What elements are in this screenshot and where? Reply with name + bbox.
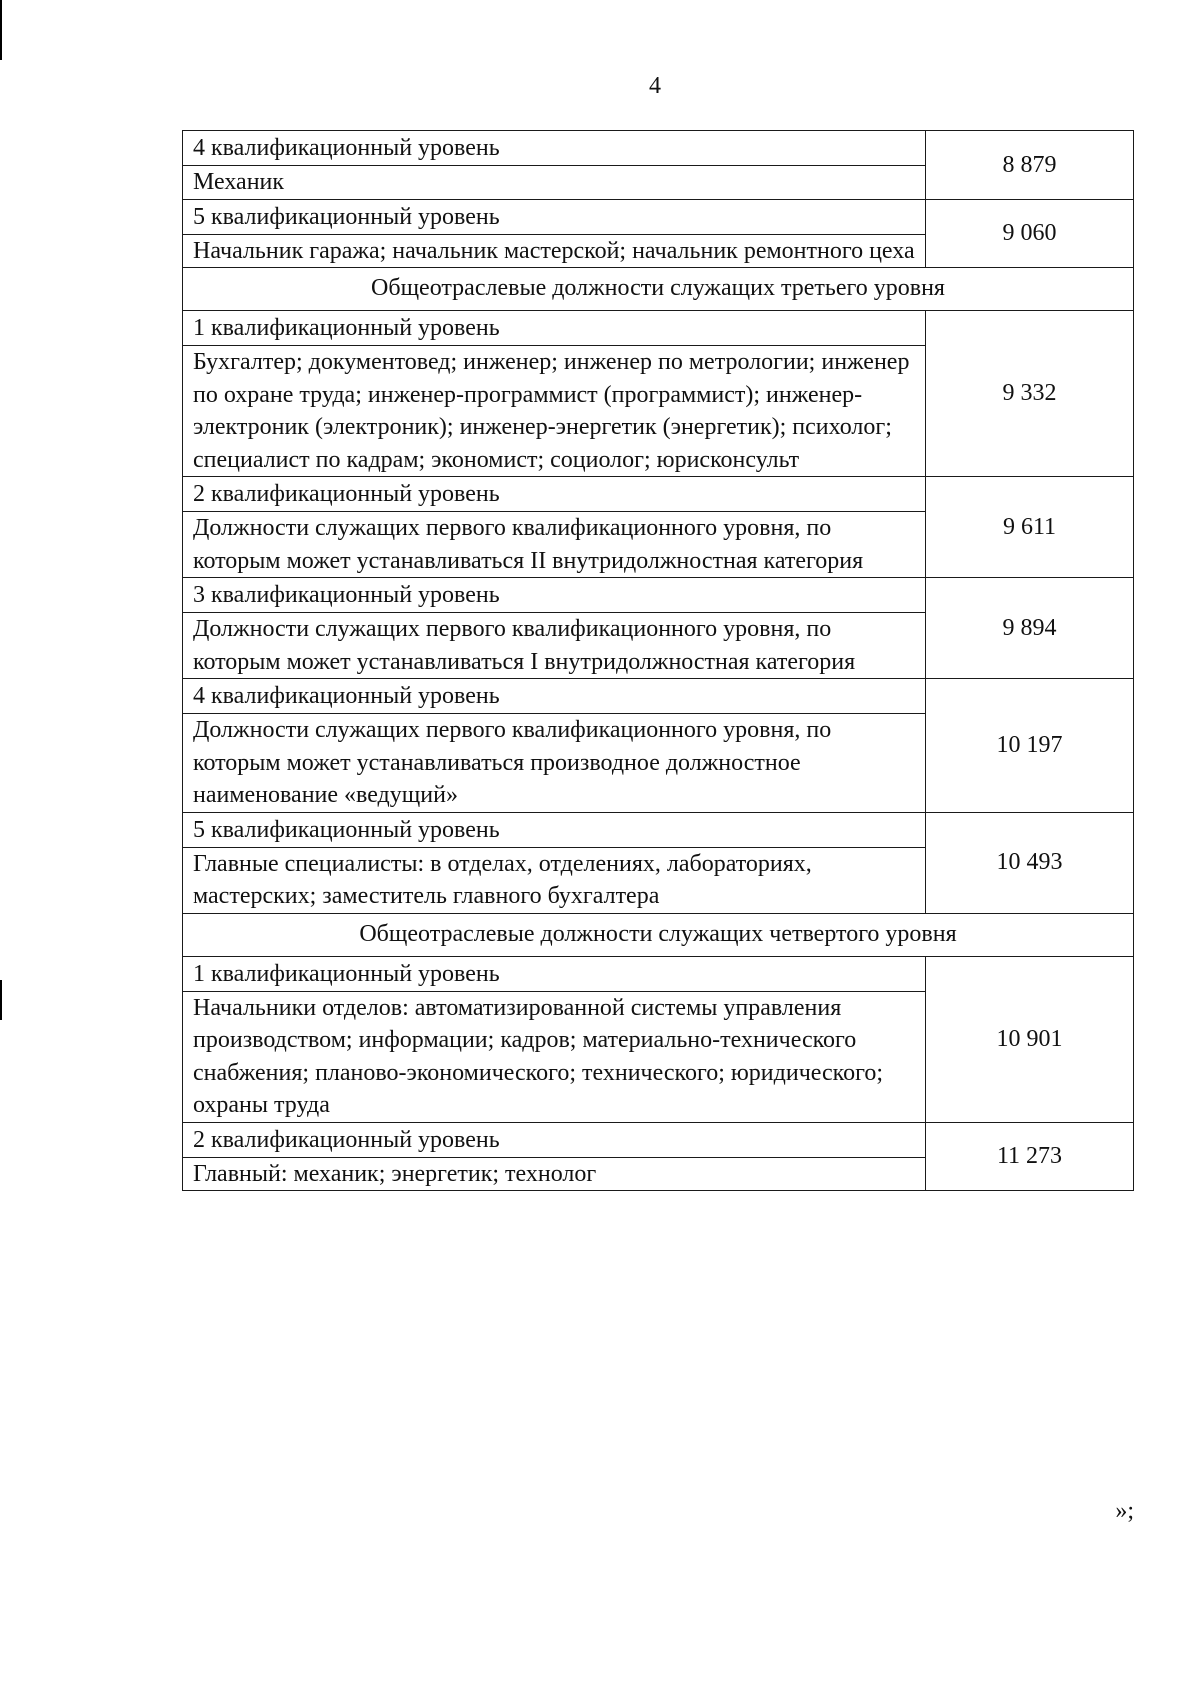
salary-amount-cell: 9 332 xyxy=(926,311,1134,477)
positions-cell: Должности служащих первого квалификационного уровня, по которым может устанавливаться II внутридолжностная категория xyxy=(183,512,926,578)
qualification-level-cell: 5 квалификационный уровень xyxy=(183,199,926,234)
table-row xyxy=(183,578,1134,613)
table-row xyxy=(183,679,1134,714)
table-row xyxy=(183,956,1134,991)
qualification-level-cell: 4 квалификационный уровень xyxy=(183,131,926,166)
positions-cell: Начальник гаража; начальник мастерской; начальник ремонтного цеха xyxy=(183,234,926,268)
salary-amount-cell: 11 273 xyxy=(926,1122,1134,1191)
positions-cell: Главные специалисты: в отделах, отделениях, лабораториях, мастерских; заместитель главного бухгалтера xyxy=(183,847,926,913)
salary-amount-cell: 10 493 xyxy=(926,812,1134,913)
scan-edge-mark xyxy=(0,980,2,1020)
group-header-row xyxy=(183,913,1134,956)
qualification-level-cell: 2 квалификационный уровень xyxy=(183,477,926,512)
qualification-level-cell: 4 квалификационный уровень xyxy=(183,679,926,714)
positions-cell: Бухгалтер; документовед; инженер; инженер по метрологии; инженер по охране труда; инженер-программист (программист); инженер-электроник (электроник); инженер-энергетик (энергетик); психолог; специалист по кадрам; экономист; социолог; юрисконсульт xyxy=(183,346,926,477)
qualification-level-cell: 1 квалификационный уровень xyxy=(183,956,926,991)
scan-edge-mark xyxy=(0,0,2,60)
salary-amount-cell: 8 879 xyxy=(926,131,1134,200)
table-row xyxy=(183,812,1134,847)
positions-cell: Начальники отделов: автоматизированной системы управления производством; информации; кадров; материально-технического снабжения; планово-экономического; технического; юридического; охраны труда xyxy=(183,991,926,1122)
salary-amount-cell: 10 901 xyxy=(926,956,1134,1122)
table-row xyxy=(183,1122,1134,1157)
salary-amount-cell: 9 060 xyxy=(926,199,1134,268)
closing-quote-mark: »; xyxy=(1115,1498,1134,1524)
positions-cell: Механик xyxy=(183,166,926,200)
positions-cell: Должности служащих первого квалификационного уровня, по которым может устанавливаться производное должностное наименование «ведущий» xyxy=(183,714,926,813)
salary-amount-cell: 10 197 xyxy=(926,679,1134,813)
qualification-level-cell: 5 квалификационный уровень xyxy=(183,812,926,847)
salary-amount-cell: 9 611 xyxy=(926,477,1134,578)
qualification-level-cell: 1 квалификационный уровень xyxy=(183,311,926,346)
salary-amount-cell: 9 894 xyxy=(926,578,1134,679)
qualification-level-cell: 2 квалификационный уровень xyxy=(183,1122,926,1157)
page-number: 4 xyxy=(649,73,661,99)
salary-table xyxy=(182,130,1134,1191)
positions-cell: Главный: механик; энергетик; технолог xyxy=(183,1157,926,1191)
positions-cell: Должности служащих первого квалификационного уровня, по которым может устанавливаться I внутридолжностная категория xyxy=(183,613,926,679)
qualification-level-cell: 3 квалификационный уровень xyxy=(183,578,926,613)
table-row xyxy=(183,199,1134,234)
table-row xyxy=(183,477,1134,512)
group-header-cell: Общеотраслевые должности служащих четвертого уровня xyxy=(183,913,1134,956)
group-header-row xyxy=(183,268,1134,311)
group-header-cell: Общеотраслевые должности служащих третьего уровня xyxy=(183,268,1134,311)
table-row xyxy=(183,311,1134,346)
table-row xyxy=(183,131,1134,166)
